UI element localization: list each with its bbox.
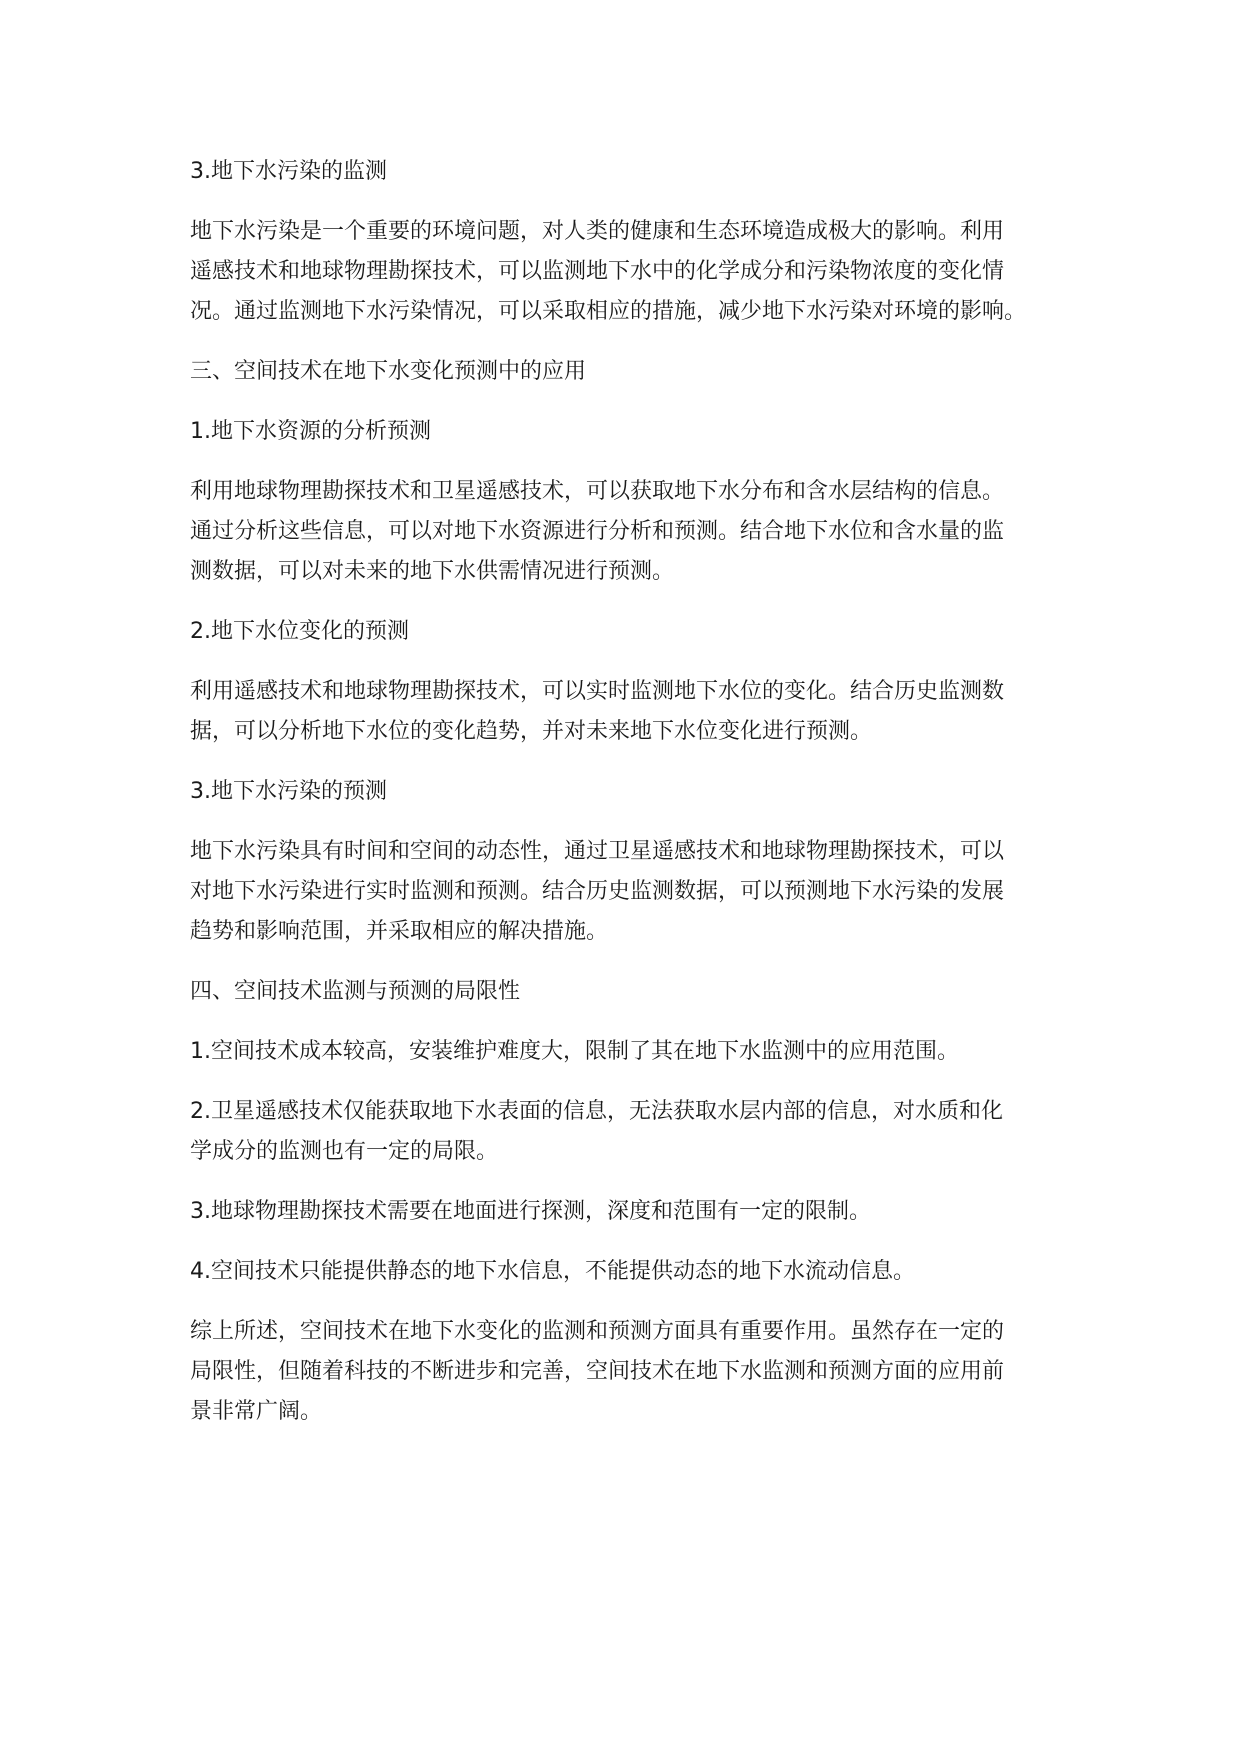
paragraph bbox=[190, 472, 1080, 592]
text-line: 利用地球物理勘探技术和卫星遥感技术，可以获取地下水分布和含水层结构的信息。 bbox=[190, 479, 1005, 504]
paragraph bbox=[190, 212, 1080, 332]
text-line: 景非常广阔。 bbox=[190, 1399, 323, 1424]
text-line: 对地下水污染进行实时监测和预测。结合历史监测数据，可以预测地下水污染的发展 bbox=[190, 879, 1005, 904]
text-line: 利用遥感技术和地球物理勘探技术，可以实时监测地下水位的变化。结合历史监测数 bbox=[190, 679, 1005, 704]
text-line: 1.空间技术成本较高，安装维护难度大，限制了其在地下水监测中的应用范围。 bbox=[190, 1039, 959, 1064]
text-line: 1.地下水资源的分析预测 bbox=[190, 419, 431, 444]
text-line: 测数据，可以对未来的地下水供需情况进行预测。 bbox=[190, 559, 675, 584]
paragraph bbox=[190, 1252, 1080, 1292]
text-line: 综上所述，空间技术在地下水变化的监测和预测方面具有重要作用。虽然存在一定的 bbox=[190, 1319, 1005, 1344]
paragraph bbox=[190, 1192, 1080, 1232]
paragraph bbox=[190, 612, 1080, 652]
paragraph bbox=[190, 352, 1080, 392]
document-body bbox=[190, 152, 1080, 1452]
text-line: 趋势和影响范围，并采取相应的解决措施。 bbox=[190, 919, 609, 944]
paragraph bbox=[190, 1032, 1080, 1072]
text-line: 据，可以分析地下水位的变化趋势，并对未来地下水位变化进行预测。 bbox=[190, 719, 873, 744]
paragraph bbox=[190, 672, 1080, 752]
paragraph bbox=[190, 1092, 1080, 1172]
text-line: 2.卫星遥感技术仅能获取地下水表面的信息，无法获取水层内部的信息，对水质和化 bbox=[190, 1099, 1003, 1124]
text-line: 遥感技术和地球物理勘探技术，可以监测地下水中的化学成分和污染物浓度的变化情 bbox=[190, 259, 1005, 284]
text-line: 地下水污染具有时间和空间的动态性，通过卫星遥感技术和地球物理勘探技术，可以 bbox=[190, 839, 1005, 864]
text-line: 3.地下水污染的预测 bbox=[190, 779, 387, 804]
text-line: 况。通过监测地下水污染情况，可以采取相应的措施，减少地下水污染对环境的影响。 bbox=[190, 299, 1027, 324]
text-line: 通过分析这些信息，可以对地下水资源进行分析和预测。结合地下水位和含水量的监 bbox=[190, 519, 1005, 544]
text-line: 3.地球物理勘探技术需要在地面进行探测，深度和范围有一定的限制。 bbox=[190, 1199, 871, 1224]
text-line: 四、空间技术监测与预测的局限性 bbox=[190, 979, 521, 1004]
text-line: 学成分的监测也有一定的局限。 bbox=[190, 1139, 499, 1164]
paragraph bbox=[190, 832, 1080, 952]
paragraph bbox=[190, 412, 1080, 452]
paragraph bbox=[190, 1312, 1080, 1432]
paragraph bbox=[190, 152, 1080, 192]
text-line: 3.地下水污染的监测 bbox=[190, 159, 387, 184]
text-line: 2.地下水位变化的预测 bbox=[190, 619, 409, 644]
text-line: 局限性，但随着科技的不断进步和完善，空间技术在地下水监测和预测方面的应用前 bbox=[190, 1359, 1005, 1384]
text-line: 4.空间技术只能提供静态的地下水信息，不能提供动态的地下水流动信息。 bbox=[190, 1259, 915, 1284]
paragraph bbox=[190, 772, 1080, 812]
paragraph bbox=[190, 972, 1080, 1012]
text-line: 地下水污染是一个重要的环境问题，对人类的健康和生态环境造成极大的影响。利用 bbox=[190, 219, 1005, 244]
text-line: 三、空间技术在地下水变化预测中的应用 bbox=[190, 359, 587, 384]
